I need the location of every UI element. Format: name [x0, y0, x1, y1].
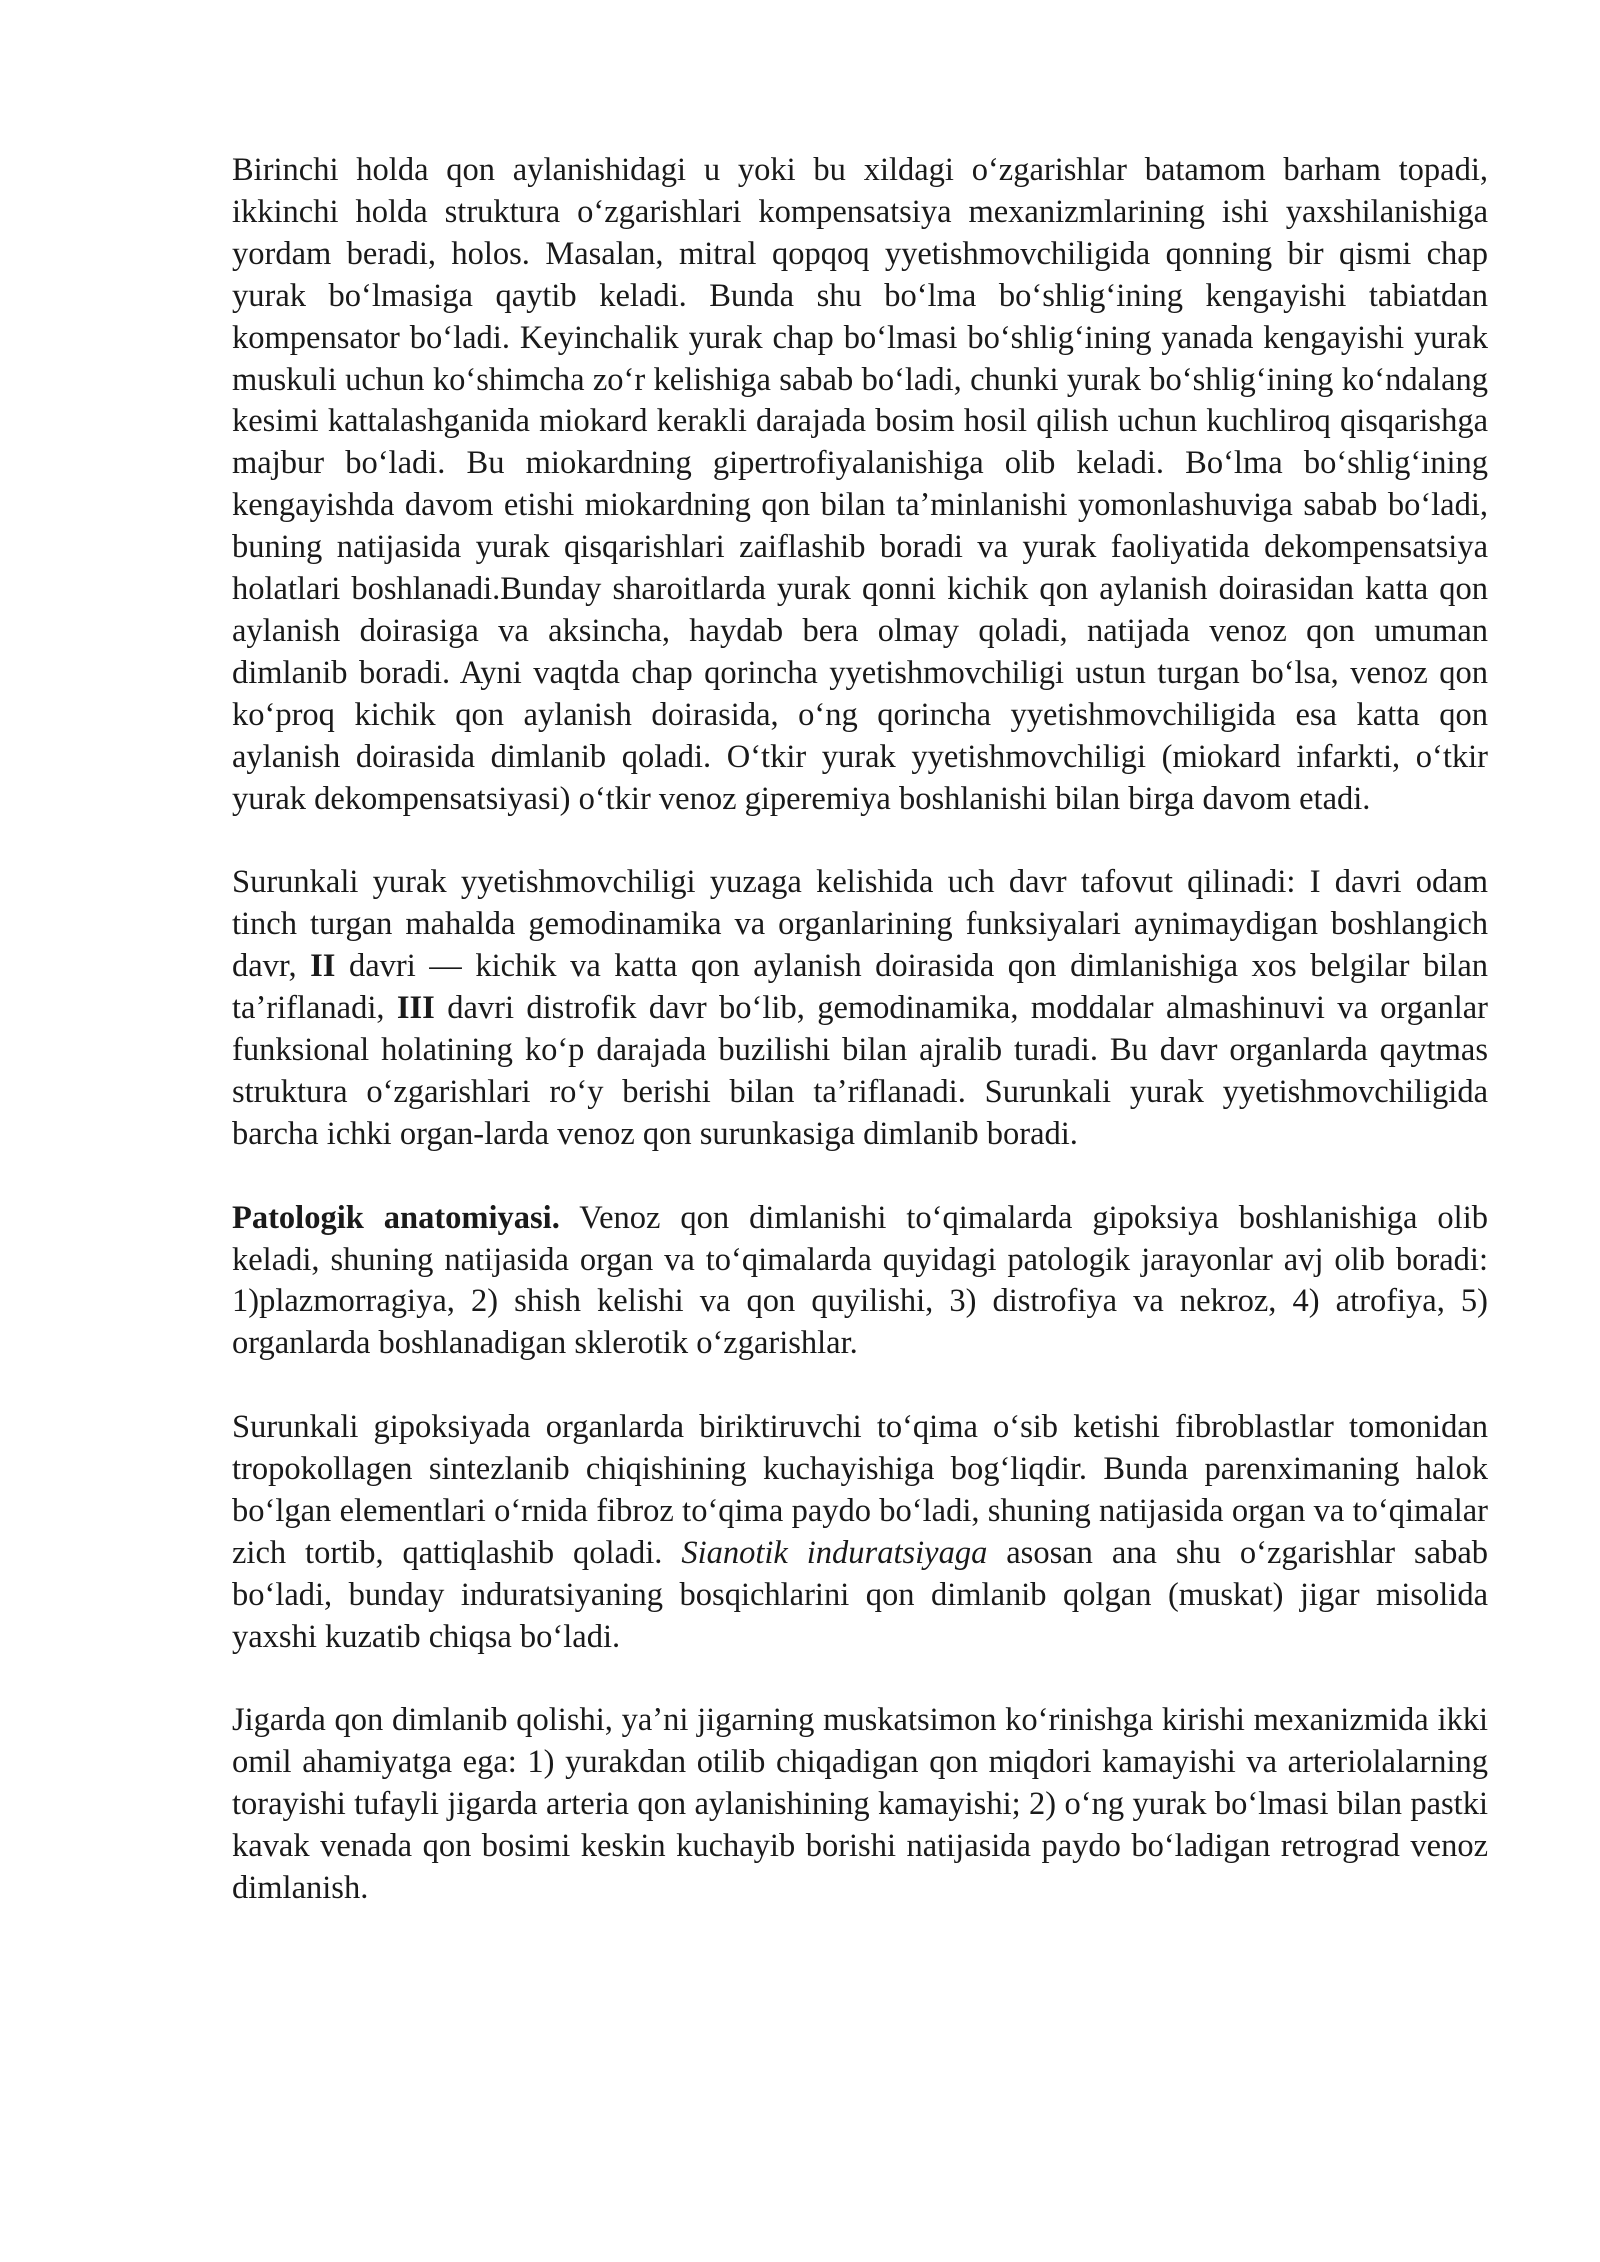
- stage-numeral-ii: II: [310, 948, 336, 985]
- paragraph-text: davri — kichik va katta qon aylanish doirasida qon dimlanishiga xos belgilar bilan taʼriflanadi,: [232, 948, 1489, 1027]
- paragraph-text: Venoz qon dimlanishi toʻqimalarda gipoksiya boshlanishiga olib keladi, shuning natijasida organ va toʻqimalarda quyidagi patologik jarayonlar avj olib boradi: 1)plazmorragiya, 2) shish kelishi va qon quyilishi, 3) distrofiya va nekroz, 4) atrofiya, 5) organlarda boshlanadigan sklerotik oʻzgarishlar.: [232, 1199, 1488, 1362]
- document-page: [232, 150, 1488, 1952]
- paragraph-text: Birinchi holda qon aylanishidagi u yoki bu xildagi oʻzgarishlar batamom barham topadi, ikkinchi holda struktura oʻzgarishlari kompensatsiya mexanizmlarining ishi yaxshilanishiga yordam beradi, holos. Masalan, mitral qopqoq yyetishmovchiligida qonning bir qismi chap yurak boʻlmasiga qaytib keladi. Bunda shu boʻlma boʻshligʻining kengayishi tabiatdan kompensator boʻladi. Keyinchalik yurak chap boʻlmasi boʻshligʻining yanada kengayishi yurak muskuli uchun koʻshimcha zoʻr kelishiga sabab boʻladi, chunki yurak boʻshligʻining koʻndalang kesimi kattalashganida miokard kerakli darajada bosim hosil qilish uchun kuchliroq qisqarishga majbur boʻladi. Bu miokardning gipertrofiyalanishiga olib keladi. Boʻlma boʻshligʻining kengayishda davom etishi miokardning qon bilan taʼminlanishi yomonlashuviga sabab boʻladi, buning natijasida yurak qisqarishlari zaiflashib boradi va yurak faoliyatida dekompensatsiya holatlari boshlanadi.Bunday sharoitlarda yurak qonni kichik qon aylanish doirasidan katta qon aylanish doirasiga va aksincha, haydab bera olmay qoladi, natijada venoz qon umuman dimlanib boradi. Ayni vaqtda chap qorincha yyetishmovchiligi ustun turgan boʻlsa, venoz qon koʻproq kichik qon aylanish doirasida, oʻng qorincha yyetishmovchiligida esa katta qon aylanish doirasida dimlanib qoladi. Oʻtkir yurak yyetishmovchiligi (miokard infarkti, oʻtkir yurak dekompensatsiyasi) oʻtkir venoz giperemiya boshlanishi bilan birga davom etadi.: [232, 152, 1488, 817]
- section-heading: Patologik anatomiyasi.: [232, 1199, 560, 1236]
- paragraph-liver-congestion: [232, 1700, 1488, 1910]
- paragraph-chronic-heart-failure: [232, 862, 1488, 1155]
- paragraph-text: Surunkali gipoksiyada organlarda biriktiruvchi toʻqima oʻsib ketishi fibroblastlar tomonidan tropokollagen sintezlanib chiqishining kuchayishiga bogʻliqdir. Bunda parenximaning halok boʻlgan elementlari oʻrnida fibroz toʻqima paydo boʻladi, shuning natijasida organ va toʻqimalar zich tortib, qattiqlashib qoladi.: [232, 1409, 1488, 1571]
- paragraph-compensation: [232, 150, 1488, 821]
- paragraph-text: Surunkali yurak yyetishmovchiligi yuzaga kelishida uch davr tafovut qilinadi: I davri odam tinch turgan mahalda gemodinamika va organlarining funksiyalari aynimaydigan boshlangich davr,: [232, 864, 1488, 985]
- italic-term: Sianotik induratsiyaga: [681, 1534, 988, 1571]
- paragraph-text: asosan ana shu oʻzgarishlar sabab boʻladi, bunday induratsiyaning bosqichlarini qon dimlanib qolgan (muskat) jigar misolida yaxshi kuzatib chiqsa boʻladi.: [232, 1534, 1489, 1655]
- paragraph-pathological-anatomy: [232, 1198, 1488, 1366]
- stage-numeral-iii: III: [396, 990, 435, 1027]
- paragraph-text: Jigarda qon dimlanib qolishi, yaʼni jigarning muskatsimon koʻrinishga kirishi mexanizmida ikki omil ahamiyatga ega: 1) yurakdan otilib chiqadigan qon miqdori kamayishi va arteriolalarning torayishi tufayli jigarda arteria qon aylanishining kamayishi; 2) oʻng yurak boʻlmasi bilan pastki kavak venada qon bosimi keskin kuchayib borishi natijasida paydo boʻladigan retrograd venoz dimlanish.: [232, 1702, 1488, 1907]
- paragraph-text: davri distrofik davr boʻlib, gemodinamika, moddalar almashinuvi va organlar funksional holatining koʻp darajada buzilishi bilan ajralib turadi. Bu davr organlarda qaytmas struktura oʻzgarishlari roʻy berishi bilan taʼriflanadi. Surunkali yurak yyetishmovchiligida barcha ichki organ-larda venoz qon surunkasiga dimlanib boradi.: [232, 990, 1488, 1152]
- paragraph-chronic-hypoxia: [232, 1407, 1488, 1658]
